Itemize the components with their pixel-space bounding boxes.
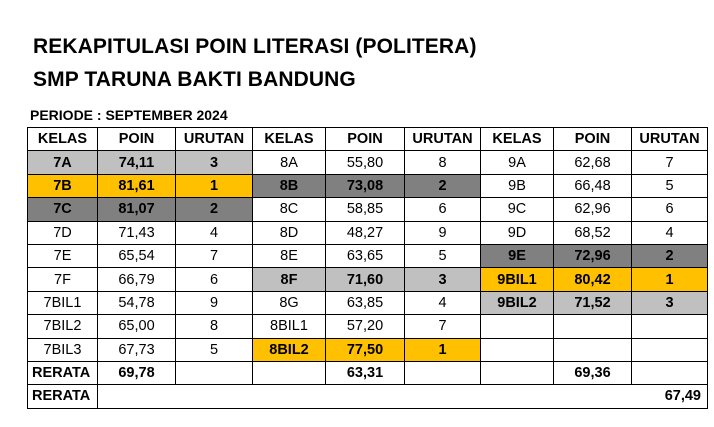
table-cell: 6 — [632, 198, 708, 221]
table-cell: 9C — [481, 198, 554, 221]
table-row — [28, 315, 708, 338]
table-cell: 7F — [28, 268, 98, 291]
report-title: REKAPITULASI POIN LITERASI (POLITERA) — [33, 35, 477, 58]
table-cell: 9BIL1 — [481, 268, 554, 291]
header-poin-7: POIN — [98, 128, 176, 151]
table-cell: 9E — [481, 244, 554, 267]
table-cell: 66,48 — [554, 174, 632, 197]
table-cell: 3 — [176, 151, 253, 174]
table-cell: 8BIL1 — [253, 315, 326, 338]
table-cell: 1 — [405, 338, 481, 361]
table-cell: 8E — [253, 244, 326, 267]
table-cell: 9 — [176, 291, 253, 314]
table-cell — [554, 315, 632, 338]
table-cell: 62,68 — [554, 151, 632, 174]
table-cell: 4 — [405, 291, 481, 314]
header-kelas-9: KELAS — [481, 128, 554, 151]
table-cell: 65,54 — [98, 244, 176, 267]
rerata-grade9: 69,36 — [554, 361, 632, 384]
table-cell: 48,27 — [326, 221, 405, 244]
table-cell: 66,79 — [98, 268, 176, 291]
table-cell: 3 — [405, 268, 481, 291]
table-cell: 4 — [176, 221, 253, 244]
header-poin-8: POIN — [326, 128, 405, 151]
table-cell — [632, 338, 708, 361]
table-cell: 8B — [253, 174, 326, 197]
header-urutan-7: URUTAN — [176, 128, 253, 151]
table-cell: 65,00 — [98, 315, 176, 338]
table-cell: 5 — [176, 338, 253, 361]
table-cell: 57,20 — [326, 315, 405, 338]
table-cell: 63,65 — [326, 244, 405, 267]
table-cell: 5 — [405, 244, 481, 267]
table-cell: 74,11 — [98, 151, 176, 174]
table-cell: 1 — [176, 174, 253, 197]
header-kelas-7: KELAS — [28, 128, 98, 151]
empty-cell — [632, 361, 708, 384]
table-cell: 7BIL2 — [28, 315, 98, 338]
table-cell: 7 — [176, 244, 253, 267]
table-row — [28, 268, 708, 291]
grade-average-row — [28, 361, 708, 384]
table-cell: 9D — [481, 221, 554, 244]
table-cell: 71,52 — [554, 291, 632, 314]
rerata-grade8: 63,31 — [326, 361, 405, 384]
table-cell: 77,50 — [326, 338, 405, 361]
table-cell: 71,60 — [326, 268, 405, 291]
empty-cell — [405, 361, 481, 384]
table-cell: 7C — [28, 198, 98, 221]
literacy-points-table — [27, 127, 708, 409]
rerata-grade7: 69,78 — [98, 361, 176, 384]
table-cell: 5 — [632, 174, 708, 197]
rerata-total-label: RERATA — [28, 385, 98, 408]
table-cell: 6 — [176, 268, 253, 291]
table-row — [28, 291, 708, 314]
table-cell — [554, 338, 632, 361]
table-cell: 1 — [632, 268, 708, 291]
table-cell — [632, 315, 708, 338]
table-cell: 4 — [632, 221, 708, 244]
overall-average-row — [28, 385, 708, 408]
table-cell: 73,08 — [326, 174, 405, 197]
header-kelas-8: KELAS — [253, 128, 326, 151]
school-name: SMP TARUNA BAKTI BANDUNG — [33, 68, 356, 91]
table-cell: 8C — [253, 198, 326, 221]
table-cell: 3 — [632, 291, 708, 314]
table-cell: 9 — [405, 221, 481, 244]
table-row — [28, 151, 708, 174]
table-cell: 7 — [632, 151, 708, 174]
table-cell: 8A — [253, 151, 326, 174]
table-cell — [481, 338, 554, 361]
empty-cell — [253, 361, 326, 384]
table-cell: 67,73 — [98, 338, 176, 361]
table-cell: 54,78 — [98, 291, 176, 314]
empty-cell — [176, 361, 253, 384]
header-urutan-8: URUTAN — [405, 128, 481, 151]
table-cell: 8F — [253, 268, 326, 291]
table-row — [28, 198, 708, 221]
table-row — [28, 338, 708, 361]
table-cell — [481, 315, 554, 338]
header-urutan-9: URUTAN — [632, 128, 708, 151]
table-row — [28, 244, 708, 267]
period-label: PERIODE : SEPTEMBER 2024 — [30, 107, 228, 123]
table-cell: 8BIL2 — [253, 338, 326, 361]
header-poin-9: POIN — [554, 128, 632, 151]
table-cell: 7 — [405, 315, 481, 338]
table-cell: 2 — [632, 244, 708, 267]
table-cell: 55,80 — [326, 151, 405, 174]
table-cell: 62,96 — [554, 198, 632, 221]
table-cell: 80,42 — [554, 268, 632, 291]
table-cell: 7A — [28, 151, 98, 174]
table-cell: 7E — [28, 244, 98, 267]
table-cell: 7BIL1 — [28, 291, 98, 314]
table-cell: 7BIL3 — [28, 338, 98, 361]
table-cell: 8 — [405, 151, 481, 174]
table-row — [28, 221, 708, 244]
table-cell: 9A — [481, 151, 554, 174]
empty-cell — [481, 361, 554, 384]
table-row — [28, 174, 708, 197]
table-cell: 8G — [253, 291, 326, 314]
rerata-total: 67,49 — [98, 385, 708, 408]
table-cell: 9BIL2 — [481, 291, 554, 314]
table-cell: 7B — [28, 174, 98, 197]
table-cell: 63,85 — [326, 291, 405, 314]
table-cell: 71,43 — [98, 221, 176, 244]
table-cell: 6 — [405, 198, 481, 221]
header-row — [28, 128, 708, 151]
table-cell: 2 — [405, 174, 481, 197]
table-cell: 8 — [176, 315, 253, 338]
table-cell: 81,07 — [98, 198, 176, 221]
table-cell: 8D — [253, 221, 326, 244]
table-cell: 68,52 — [554, 221, 632, 244]
table-cell: 58,85 — [326, 198, 405, 221]
table-cell: 81,61 — [98, 174, 176, 197]
table-cell: 72,96 — [554, 244, 632, 267]
table-cell: 2 — [176, 198, 253, 221]
table-cell: 7D — [28, 221, 98, 244]
table-cell: 9B — [481, 174, 554, 197]
rerata-label: RERATA — [28, 361, 98, 384]
